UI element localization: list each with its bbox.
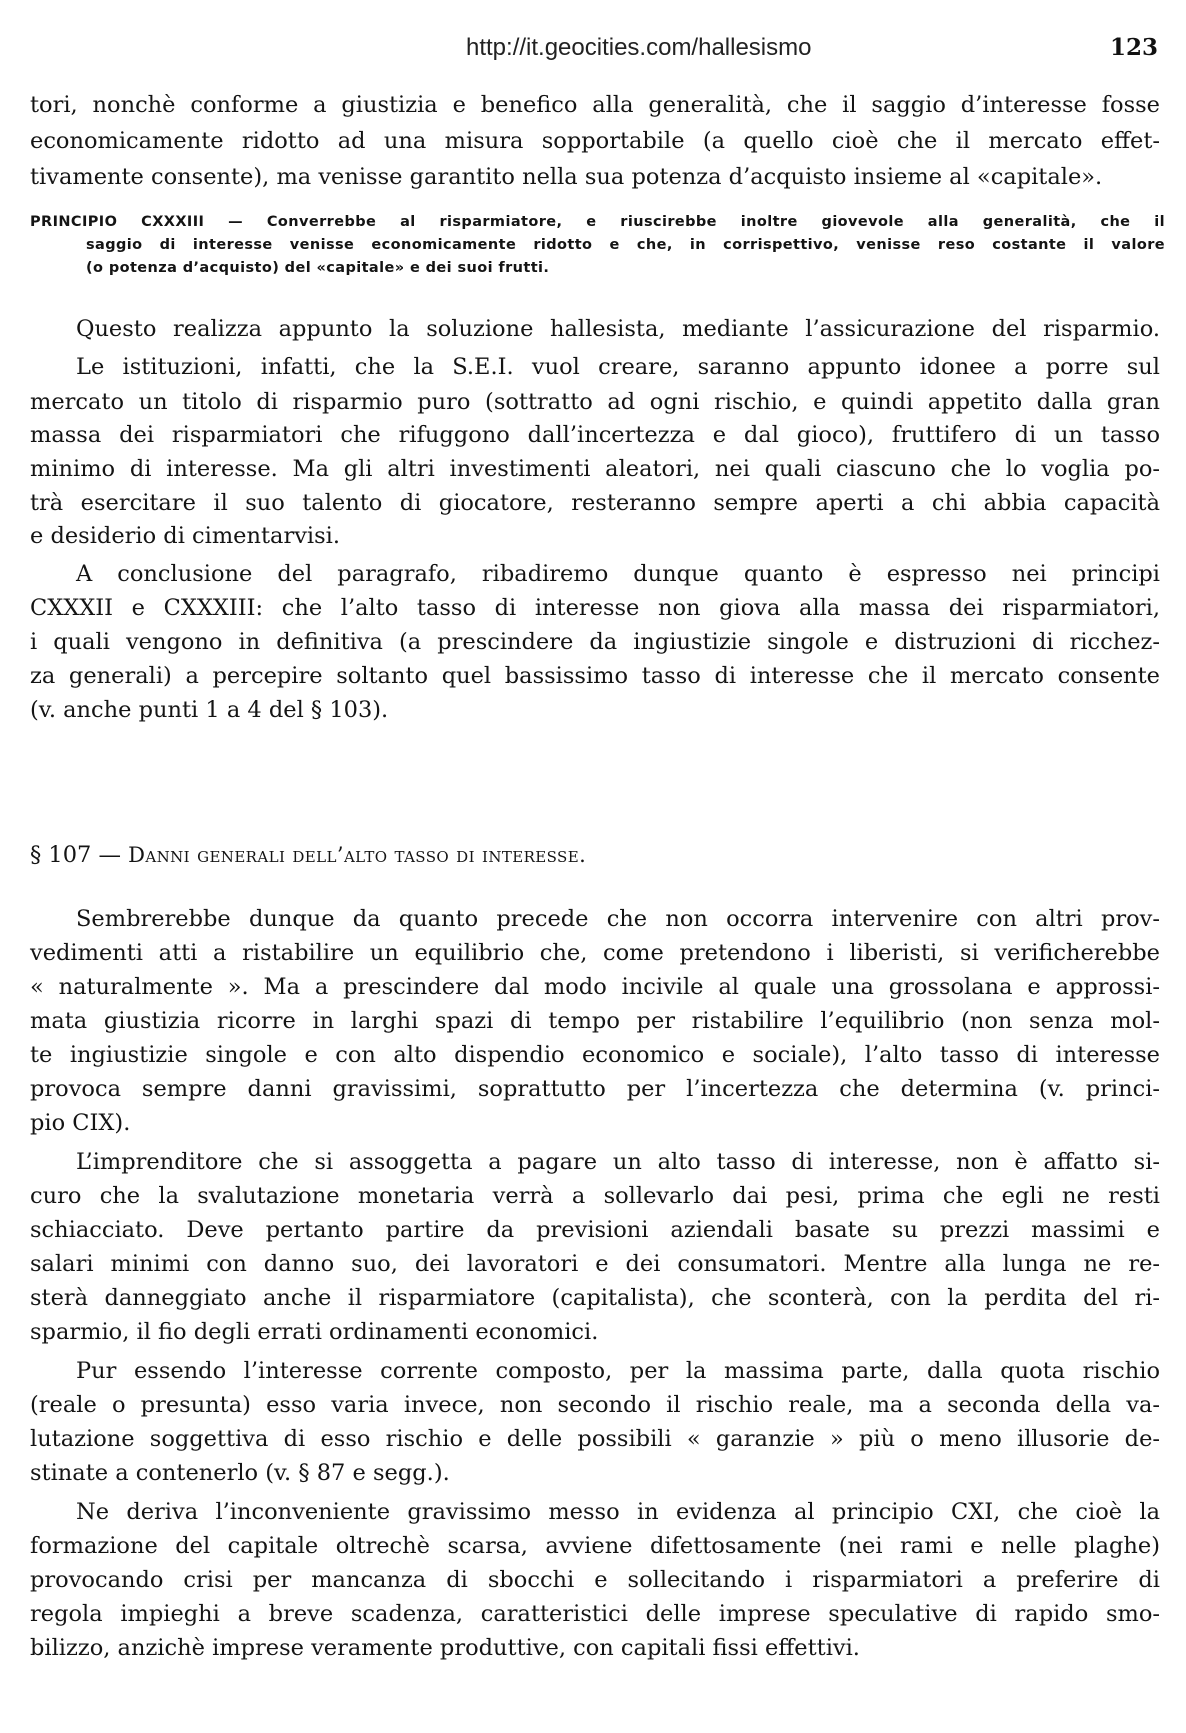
text-line: mata giustizia ricorre in larghi spazi di tempo per ristabilire l’equilibrio (non senza mol- (30, 1008, 1160, 1034)
text-line: te ingiustizie singole e con alto dispendio economico e sociale), l’alto tasso di interesse (30, 1042, 1160, 1068)
text-line: Ne deriva l’inconveniente gravissimo messo in evidenza al principio CXI, che cioè la (76, 1499, 1160, 1525)
text-line: massa dei risparmiatori che rifuggono dall’incertezza e dal gioco), fruttifero di un tasso (30, 422, 1160, 448)
text-line: za generali) a percepire soltanto quel bassissimo tasso di interesse che il mercato consente (30, 663, 1160, 689)
text-line: L’imprenditore che si assoggetta a pagare un alto tasso di interesse, non è affatto si- (76, 1149, 1160, 1175)
text-line: Pur essendo l’interesse corrente composto, per la massima parte, dalla quota rischio (76, 1358, 1160, 1384)
header-url: http://it.geocities.com/hallesismo (466, 34, 812, 61)
text-line: lutazione soggettiva di esso rischio e delle possibili « garanzie » più o meno illusorie de- (30, 1426, 1160, 1452)
text-line: bilizzo, anzichè imprese veramente produttive, con capitali fissi effettivi. (30, 1635, 860, 1661)
section-number: § 107 — (30, 842, 121, 868)
principle-line: PRINCIPIO CXXXIII — Converrebbe al risparmiatore, e riuscirebbe inoltre giovevole alla generalità, che il (30, 214, 1165, 230)
text-line: CXXXII e CXXXIII: che l’alto tasso di interesse non giova alla massa dei risparmiatori, (30, 595, 1160, 621)
text-line: formazione del capitale oltrechè scarsa, avviene difettosamente (nei rami e nelle plaghe) (30, 1533, 1160, 1559)
text-line: curo che la svalutazione monetaria verrà a sollevarlo dai pesi, prima che egli ne resti (30, 1183, 1160, 1209)
text-line: (v. anche punti 1 a 4 del § 103). (30, 697, 389, 723)
text-line: sterà danneggiato anche il risparmiatore (capitalista), che sconterà, con la perdita del ri- (30, 1285, 1160, 1311)
section-title: Danni generali dell’alto tasso di interesse. (128, 843, 587, 867)
text-line: minimo di interesse. Ma gli altri investimenti aleatori, nei quali ciascuno che lo voglia po- (30, 456, 1160, 482)
section-heading (30, 842, 586, 868)
text-line: regola impieghi a breve scadenza, caratteristici delle imprese speculative di rapido smo- (30, 1601, 1160, 1627)
text-line: mercato un titolo di risparmio puro (sottratto ad ogni rischio, e quindi appetito dalla gran (30, 389, 1160, 415)
text-line: tivamente consente), ma venisse garantito nella sua potenza d’acquisto insieme al «capitale». (30, 164, 1103, 190)
page-number: 123 (1110, 34, 1159, 61)
text-line: salari minimi con danno suo, dei lavoratori e dei consumatori. Mentre alla lunga ne re- (30, 1251, 1160, 1277)
text-line: sparmio, il fio degli errati ordinamenti economici. (30, 1319, 599, 1345)
text-line: e desiderio di cimentarvisi. (30, 523, 341, 549)
text-line: provoca sempre danni gravissimi, soprattutto per l’incertezza che determina (v. princi- (30, 1076, 1160, 1102)
text-line: i quali vengono in definitiva (a prescindere da ingiustizie singole e distruzioni di ricchez- (30, 629, 1160, 655)
text-line: A conclusione del paragrafo, ribadiremo dunque quanto è espresso nei principi (76, 561, 1160, 587)
text-line: Sembrerebbe dunque da quanto precede che non occorra intervenire con altri prov- (76, 906, 1160, 932)
text-line: Le istituzioni, infatti, che la S.E.I. vuol creare, saranno appunto idonee a porre sul (76, 354, 1160, 380)
principle-line: saggio di interesse venisse economicamente ridotto e che, in corrispettivo, venisse reso costante il valore (86, 237, 1165, 253)
text-line: « naturalmente ». Ma a prescindere dal modo incivile al quale una grossolana e approssi- (30, 974, 1160, 1000)
text-line: Questo realizza appunto la soluzione hallesista, mediante l’assicurazione del risparmio. (76, 316, 1160, 342)
text-line: tori, nonchè conforme a giustizia e benefico alla generalità, che il saggio d’interesse fosse (30, 92, 1160, 118)
text-line: provocando crisi per mancanza di sbocchi e sollecitando i risparmiatori a preferire di (30, 1567, 1160, 1593)
text-line: pio CIX). (30, 1110, 131, 1136)
text-line: trà esercitare il suo talento di giocatore, resteranno sempre aperti a chi abbia capacità (30, 490, 1160, 516)
text-line: (reale o presunta) esso varia invece, non secondo il rischio reale, ma a seconda della va- (30, 1392, 1160, 1418)
text-line: vedimenti atti a ristabilire un equilibrio che, come pretendono i liberisti, si verificherebbe (30, 940, 1160, 966)
text-line: economicamente ridotto ad una misura sopportabile (a quello cioè che il mercato effet- (30, 128, 1160, 154)
text-line: stinate a contenerlo (v. § 87 e segg.). (30, 1460, 450, 1486)
text-line: schiacciato. Deve pertanto partire da previsioni aziendali basate su prezzi massimi e (30, 1217, 1160, 1243)
principle-line: (o potenza d’acquisto) del «capitale» e dei suoi frutti. (86, 260, 550, 276)
